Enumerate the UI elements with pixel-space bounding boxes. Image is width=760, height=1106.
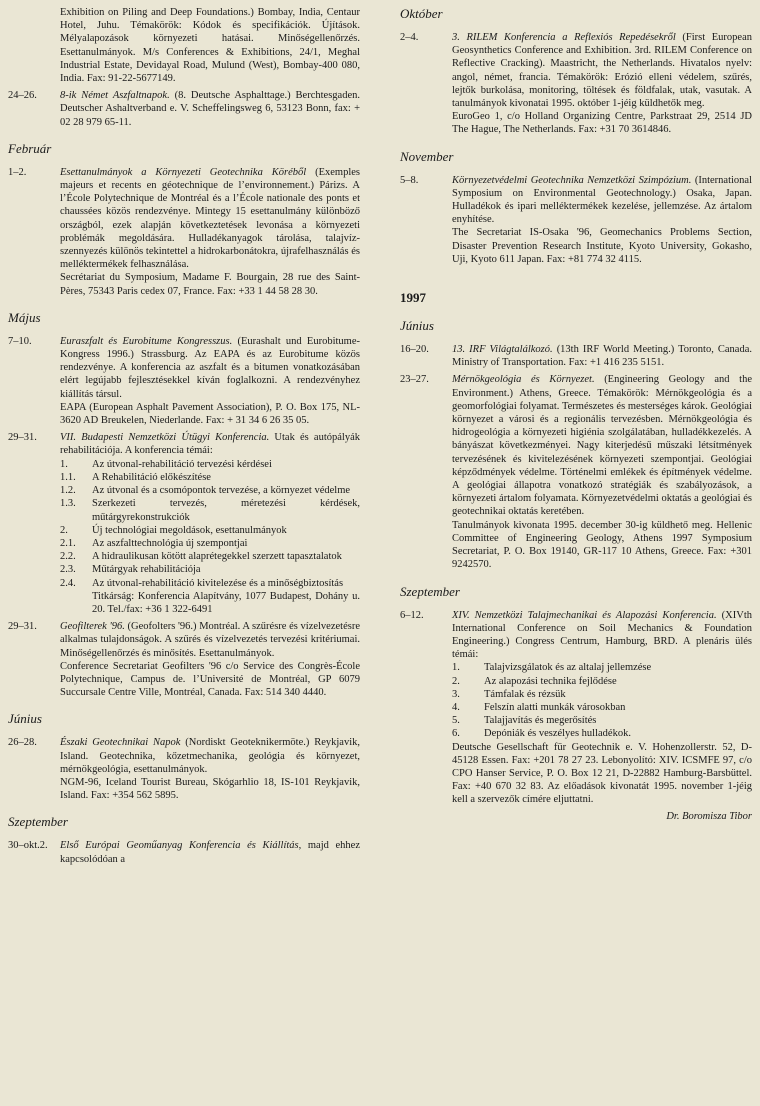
entry-text: majd ehhez kapcsolódóan a	[60, 840, 360, 865]
entry-date: 16–20.	[400, 344, 429, 356]
item-number: 6.	[452, 728, 460, 740]
entry-title: Környezetvédelmi Geotechnika Nemzetközi Szimpózium.	[452, 174, 692, 186]
calendar-entry	[8, 335, 360, 427]
entry-body	[452, 609, 752, 807]
calendar-entry	[8, 620, 360, 699]
month-heading: Október	[400, 6, 443, 21]
entry-date	[8, 6, 60, 85]
list-item	[452, 714, 752, 727]
entry-title: Euraszfalt és Eurobitume Kongresszus.	[60, 335, 233, 347]
calendar-entry	[400, 609, 752, 807]
list-item	[60, 577, 360, 590]
entry-contact: Titkárság: Konferencia Alapítvány, 1077 Budapest, Dohány u. 20. Tel./fax: +36 1 322-6491	[92, 590, 360, 615]
left-column	[8, 6, 360, 870]
entry-text: (International Symposium on Environmental Geotechnology.) Osaka, Japan. Hulladékok és ipari melléktermékek kezelése, jellemzése. Az ártalom enyhítése.	[452, 174, 753, 226]
item-number: 2.3.	[60, 564, 76, 576]
list-item	[452, 675, 752, 688]
entry-text: (Nordiskt Geoteknikermöte.) Reykjavik, Island. Geotechnika, kőzetmechanika, geológia és környezet, mérnökgeológia, esettanulmányok.	[60, 737, 360, 775]
month-heading: Június	[8, 711, 42, 727]
author-signature: Dr. Boromisza Tibor	[666, 810, 752, 822]
entry-body	[452, 373, 752, 571]
list-item	[452, 727, 752, 740]
item-number: 4.	[452, 701, 460, 713]
entry-contact: Conference Secretariat Geofilters '96 c/o Service des Congrès-École Polytechnique, Campus de. l’Université de Montréal, GP 6079 Succursale Centre Ville, Montréal, Canada. Fax: 514 340 4440.	[60, 660, 360, 699]
calendar-entry	[8, 89, 360, 129]
topic-list	[452, 661, 752, 740]
calendar-entry	[400, 373, 752, 571]
entry-date: 23–27.	[400, 374, 429, 386]
list-item	[60, 497, 360, 523]
calendar-entry	[400, 174, 752, 266]
entry-body	[452, 31, 752, 137]
entry-text: (Geofolters '96.) Montréal. A szűrésre és vízelvezetésre alkalmas tulajdonságok. A szűrés és vízelvezetés tervezési kritériumai. Minőségellenőrzés és minősítés. Esettanulmányok.	[60, 621, 360, 659]
list-item	[60, 484, 360, 497]
item-text: Az útvonal-rehabilitáció kivitelezése és a minőségbiztosítás	[92, 577, 344, 589]
list-item	[452, 661, 752, 674]
entry-text: (8. Deutsche Asphalttage.) Berchtesgaden. Deutscher Ashaltverband e. V. Scheffelingsweg 6, 53123 Bonn, fax: + 02 28 979 65-11.	[60, 90, 360, 128]
entry-title: Északi Geotechnikai Napok	[60, 737, 181, 749]
entry-text: (Eurashalt und Eurobitume-Kongress 1996.) Strassburg. Az EAPA és az Eurobitume közös rendezvénye. A konferencia az aszfalt és a bitumen vonatkozásában elért legújabb fejlesztésekkel kíván foglalkozni. A rendezvényhez kiállítás társul.	[60, 335, 360, 400]
calendar-entry	[8, 431, 360, 616]
topic-list	[60, 458, 360, 590]
entry-title: VII. Budapesti Nemzetközi Útügyi Konferencia.	[60, 432, 270, 444]
calendar-entry	[8, 839, 360, 865]
entry-date: 26–28.	[8, 737, 37, 749]
entry-title: 3. RILEM Konferencia a Reflexiós Repedésekről	[452, 32, 676, 43]
item-text: Szerkezeti tervezés, méretezési kérdések, műtárgyrekonstrukciók	[92, 498, 360, 523]
item-text: Műtárgyak rehabilitációja	[92, 564, 201, 576]
entry-title: 13. IRF Világtalálkozó.	[452, 344, 553, 356]
entry-date: 30–okt.2.	[8, 840, 48, 852]
item-number: 2.4.	[60, 577, 76, 589]
entry-text: (13th IRF World Meeting.) Toronto, Canada. Ministry of Transportation. Fax: +1 416 235 5151.	[452, 344, 752, 369]
entry-contact: The Secretariat IS-Osaka '96, Geomechanics Problems Section, Disaster Prevention Research Institute, Kyoto University, Gokasho, Uji, Kyoto 611 Japan. Fax: +81 774 32 4115.	[452, 227, 752, 265]
item-text: Talajjavítás és megerősítés	[484, 715, 597, 727]
item-number: 1.3.	[60, 498, 76, 510]
list-item	[60, 563, 360, 576]
entry-body	[452, 343, 752, 369]
calendar-entry	[8, 6, 360, 85]
entry-body	[60, 6, 360, 85]
entry-title: XIV. Nemzetközi Talajmechanikai és Alapozási Konferencia.	[452, 609, 717, 621]
month-heading: Szeptember	[8, 814, 68, 830]
item-number: 1.1.	[60, 471, 76, 483]
item-text: Az útvonal-rehabilitáció tervezési kérdései	[92, 458, 272, 470]
entry-body	[60, 839, 360, 865]
item-number: 2.	[452, 675, 460, 687]
entry-body	[60, 620, 360, 699]
calendar-entry	[8, 736, 360, 802]
entry-text: (XIVth International Conference on Soil Mechanics & Foundation Engineering.) Congress Centrum, Hamburg, BRD. A plenáris ülés témái:	[452, 609, 752, 661]
item-text: A Rehabilitáció előkészítése	[92, 471, 211, 483]
entry-contact: EAPA (European Asphalt Pavement Association), P. O. Box 175, NL-3620 AD Breukelen, Niederlande. Fax: + 31 34 6 26 35 05.	[60, 401, 360, 427]
item-text: Támfalak és rézsük	[484, 688, 566, 700]
entry-date: 5–8.	[400, 174, 419, 186]
list-item	[60, 537, 360, 550]
calendar-entry	[400, 31, 752, 137]
month-heading: November	[400, 148, 454, 164]
item-number: 2.2.	[60, 551, 76, 563]
item-text: Az alapozási technika fejlődése	[484, 675, 617, 687]
month-heading: Szeptember	[400, 583, 460, 599]
calendar-entry	[400, 343, 752, 369]
entry-body	[60, 166, 360, 298]
entry-title: Első Európai Geoműanyag Konferencia és Kiállítás,	[60, 840, 302, 852]
item-text: Depóniák és veszélyes hulladékok.	[484, 728, 631, 740]
entry-title: Geofilterek '96.	[60, 621, 125, 633]
entry-contact: Deutsche Gesellschaft für Geotechnik e. V. Hohenzollerstr. 52, D-45128 Essen. Fax: +201 78 27 23. Lebonyolító: XIV. ICSMFE 97, c/o CPO Hanser Service, P. O. Box 12 21, D-22882 Hamburg-Barsbüttel. Fax: +40 670 32 83. Az előadások kivonatát 1995. november 1-jéig kell a szervezők címére eljuttatni.	[452, 741, 752, 806]
entry-title: 8-ik Német Aszfaltnapok.	[60, 90, 170, 102]
year-heading: 1997	[400, 290, 426, 306]
entry-text: (Exemples majeurs et recents en géotechnique de l’environnement.) Párizs. A l’École Polytechnique de Montréal és a l’École nationale des ponts et chaussées közös rendezvénye. Mintegy 15 esettanulmány különböző országból, ezek alapján következtetések levonása a környezeti problémák megoldására. Hulladékanyagok tárolása, talajvíz-szennyezés különös tekintettel a hidrokarbonátokra, újrafelhasználás és melléktermékek felhasználása.	[60, 166, 360, 271]
list-item	[60, 458, 360, 471]
list-item	[60, 524, 360, 537]
item-number: 2.	[60, 524, 68, 536]
item-text: A hidraulikusan kötött alaprétegekkel szerzett tapasztalatok	[92, 551, 342, 563]
item-number: 5.	[452, 715, 460, 727]
entry-text: (First European Geosynthetics Conference and Exhibition. 3rd. RILEM Conference on Reflective Cracking). Maastricht, the Netherlands. Hivatalos nyelv: angol, német, francia. Témakörök: Erózió elleni védelem, szűrés, lejtők burkolása, monitoring, töltések és földfalak, utak, vasutak. A tanulmányok kivonatai 1995. október 1-jéig küldhetők meg.	[452, 32, 752, 110]
entry-body	[60, 335, 360, 427]
calendar-entry	[8, 166, 360, 298]
item-number: 1.	[60, 458, 68, 470]
entry-body	[60, 89, 360, 129]
entry-date: 7–10.	[8, 335, 32, 347]
right-column	[400, 6, 752, 822]
entry-title: Mérnökgeológia és Környezet.	[452, 374, 595, 386]
entry-contact: NGM-96, Iceland Tourist Bureau, Skógarhlio 18, IS-101 Reykjavik, Island. Fax: +354 562 5895.	[60, 776, 360, 802]
item-number: 2.1.	[60, 537, 76, 549]
list-item	[60, 550, 360, 563]
entry-body	[60, 431, 360, 616]
item-text: Új technológiai megoldások, esettanulmányok	[92, 524, 287, 536]
entry-title: Esettanulmányok a Környezeti Geotechnika Köréből	[60, 166, 307, 178]
entry-contact: EuroGeo 1, c/o Holland Organizing Centre, Parkstraat 29, 2514 JD The Hague, The Netherlands. Fax: +31 70 3614846.	[452, 111, 752, 136]
list-item	[60, 471, 360, 484]
item-number: 3.	[452, 688, 460, 700]
entry-text: Utak és autópályák rehabilitációja. A konferencia témái:	[60, 432, 360, 457]
item-number: 1.2.	[60, 485, 76, 497]
list-item	[452, 688, 752, 701]
item-text: Az aszfalttechnológia új szempontjai	[92, 537, 248, 549]
entry-contact: Secrétariat du Symposium, Madame F. Bourgain, 28 rue des Saint-Pères, 75343 Paris cedex 07, France. Fax: +33 1 44 58 28 30.	[60, 272, 360, 297]
entry-date: 2–4.	[400, 32, 419, 43]
entry-text: Exhibition on Piling and Deep Foundations.) Bombay, India, Centaur Hotel, Juhu. Témakörök: Kódok és specifikációk. Újítások. Mélyalapozások környezeti hatásai. Minőségellenőrzés. Esettanulmányok. M/s Conferences & Exhibitions, 24/1, Meghal Industrial Estate, Devidayal Road, Mulund (West), Bombay-400 080, India. Fax: 91-22-5677149.	[60, 7, 360, 85]
month-heading: Június	[400, 318, 434, 334]
entry-date: 29–31.	[8, 621, 37, 633]
entry-body	[60, 736, 360, 802]
month-heading: Május	[8, 309, 41, 325]
item-text: Talajvizsgálatok és az altalaj jellemzése	[484, 662, 652, 674]
entry-body	[452, 174, 752, 266]
entry-date: 1–2.	[8, 166, 27, 178]
item-text: Az útvonal és a csomópontok tervezése, a környezet védelme	[92, 485, 351, 497]
entry-date: 29–31.	[8, 432, 37, 444]
month-heading: Február	[8, 140, 52, 156]
item-text: Felszín alatti munkák városokban	[484, 701, 626, 713]
entry-date: 24–26.	[8, 90, 37, 102]
item-number: 1.	[452, 662, 460, 674]
list-item	[452, 701, 752, 714]
entry-contact: Tanulmányok kivonata 1995. december 30-ig küldhető meg. Hellenic Committee of Engineering Geology, Athens 1997 Symposium Secretariat, P. O. Box 19140, GR-117 10 Athens, Greece. Fax: +301 9242570.	[452, 519, 752, 571]
entry-text: (Engineering Geology and the Environment.) Athens, Greece. Témakörök: Mérnökgeológia és a geomorfológiai folyamat. Természetes és mesterséges károk. Geológiai környezet a városi és a regionális tervezésben. Mérnökgeológia és hidrogeológia a környezeti higiénia szolgálatában, hulladékkezelés. A bányászat következményei. Nagy kiterjedésű műszaki létsítmények tervezésének és kivitelezésének környezeti szempontjai. Geológiai képződmények védelme. Történelmi emlékek és építmények védelme. A geológiai állapotra vonatkozó stratégiák és szabályozások, a környezeti ártalom folyamata. Környezetvédelmi oktatás a geológiai és geotechnikai oktatás keretében.	[452, 374, 752, 518]
entry-date: 6–12.	[400, 609, 424, 621]
